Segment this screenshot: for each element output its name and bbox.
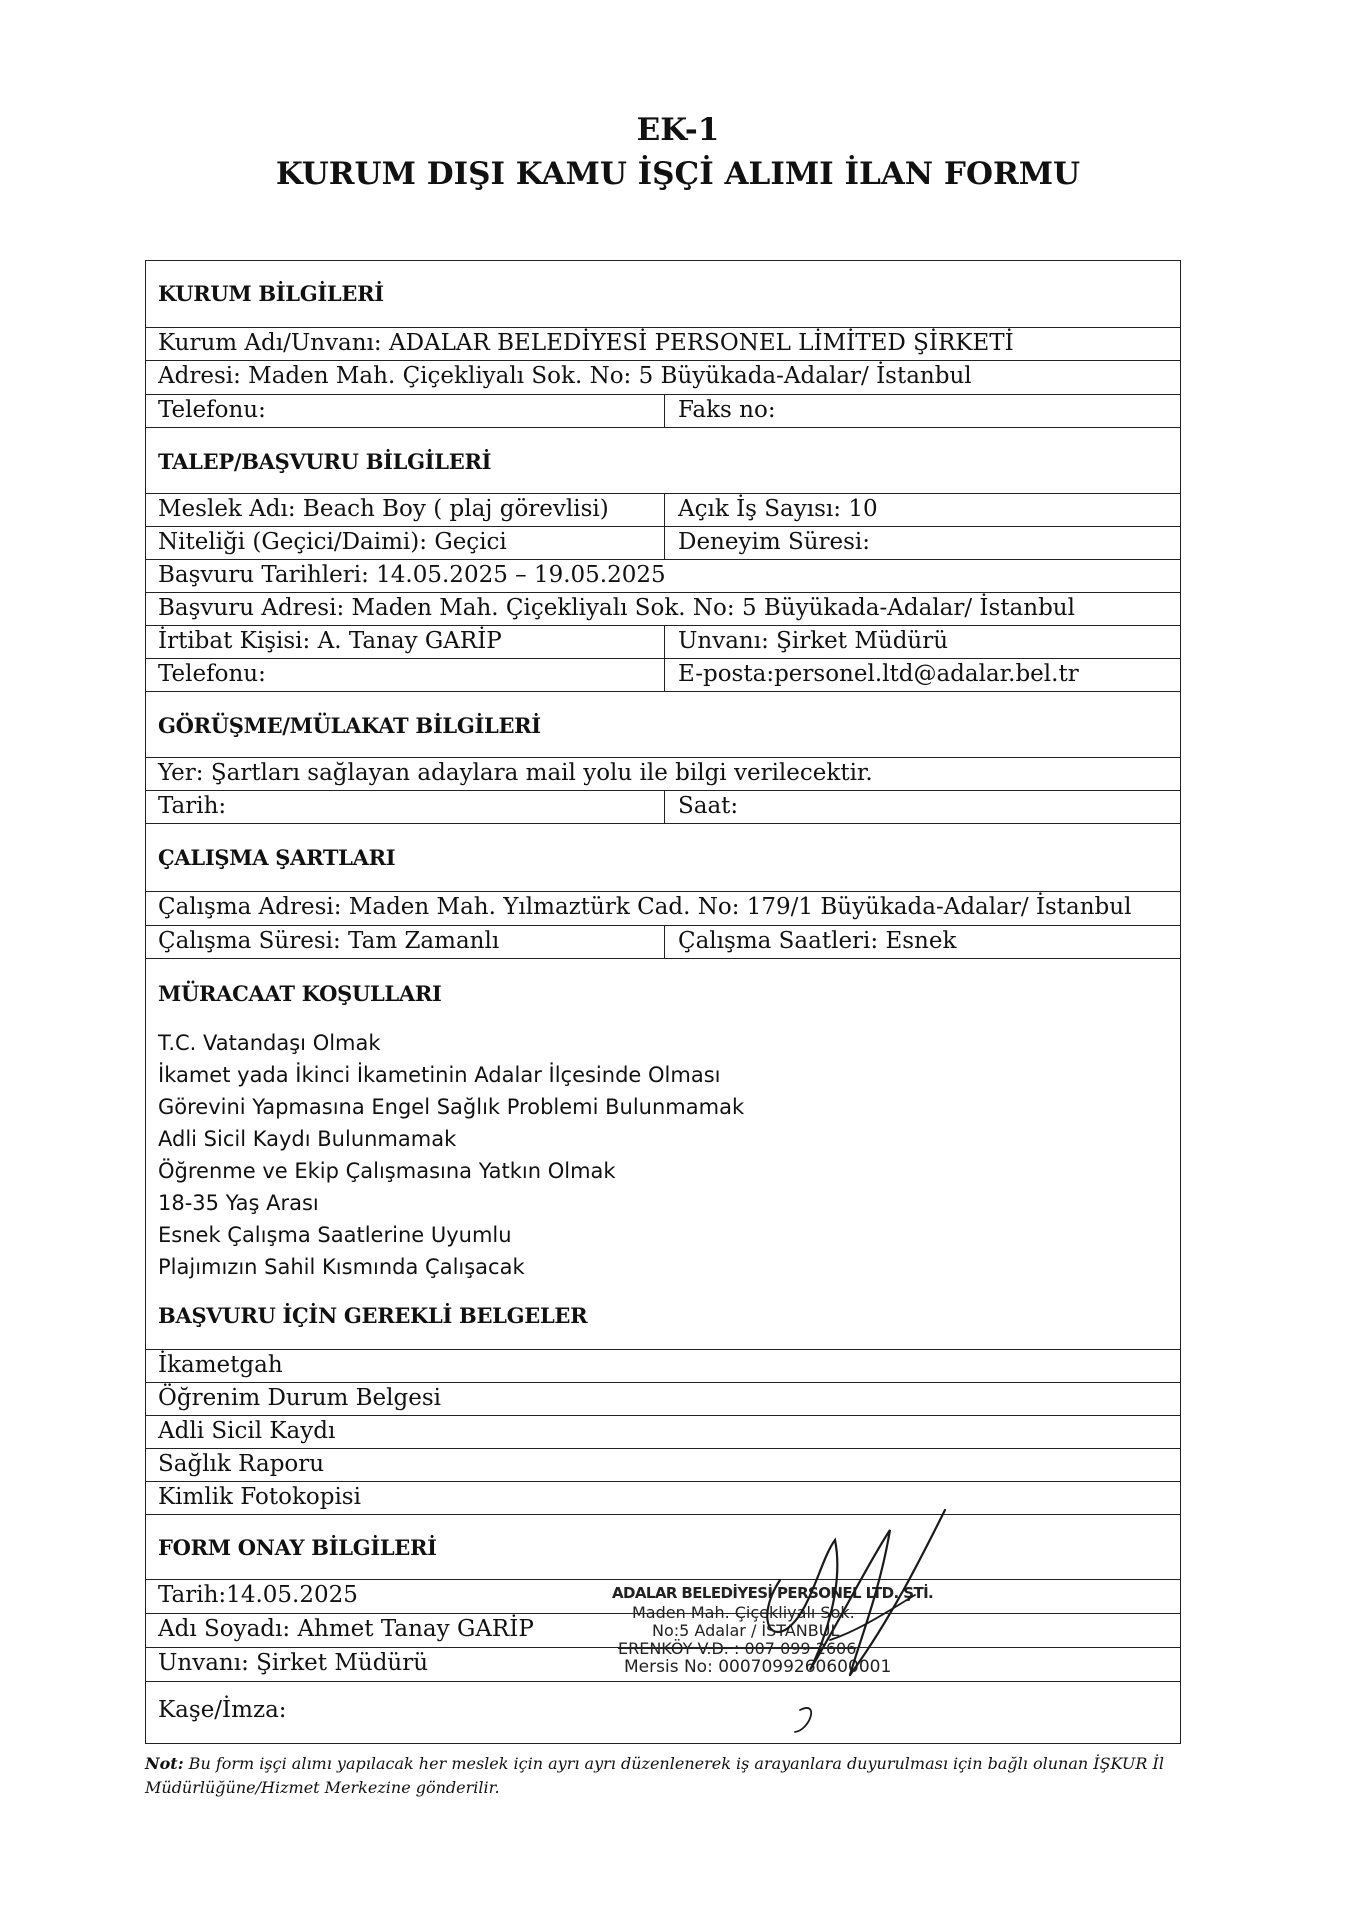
calisma-suresi: Çalışma Süresi: Tam Zamanlı [158, 928, 500, 954]
belge-item: Öğrenim Durum Belgesi [158, 1385, 442, 1411]
onay-unvani: Unvanı: Şirket Müdürü [158, 1650, 429, 1676]
stamp-city: No:5 Adalar / İSTANBUL [652, 1621, 840, 1640]
onay-adi-soyadi: Adı Soyadı: Ahmet Tanay GARİP [158, 1616, 534, 1642]
gorusme-yer: Yer: Şartları sağlayan adaylara mail yolu ile bilgi verilecektir. [158, 760, 873, 786]
kosul-item: Esnek Çalışma Saatlerine Uyumlu [158, 1223, 512, 1247]
basvuru-tarihleri: Başvuru Tarihleri: 14.05.2025 – 19.05.2025 [158, 562, 666, 588]
acik-is-sayisi: Açık İş Sayısı: 10 [678, 496, 878, 522]
footer-note [145, 1752, 1205, 1800]
stamp-tax-office: ERENKÖY V.D. : 007 099 2606 [618, 1639, 857, 1658]
section-heading-muracaat: MÜRACAAT KOŞULLARI [158, 981, 442, 1006]
calisma-saatleri: Çalışma Saatleri: Esnek [678, 928, 957, 954]
calisma-adresi: Çalışma Adresi: Maden Mah. Yılmaztürk Cad. No: 179/1 Büyükada-Adalar/ İstanbul [158, 894, 1132, 920]
section-heading-onay: FORM ONAY BİLGİLERİ [158, 1535, 437, 1560]
belge-item: Adli Sicil Kaydı [158, 1418, 336, 1444]
niteligi: Niteliği (Geçici/Daimi): Geçici [158, 529, 507, 555]
belge-item: Kimlik Fotokopisi [158, 1484, 361, 1510]
stamp-company-name: ADALAR BELEDİYESİ PERSONEL LTD. ŞTİ. [612, 1584, 934, 1602]
kurum-faks: Faks no: [678, 397, 776, 423]
kosul-item: Öğrenme ve Ekip Çalışmasına Yatkın Olmak [158, 1159, 616, 1183]
gorusme-saat: Saat: [678, 793, 739, 819]
irtibat-eposta: E-posta:personel.ltd@adalar.bel.tr [678, 661, 1079, 687]
irtibat-kisisi: İrtibat Kişisi: A. Tanay GARİP [158, 628, 502, 654]
gorusme-tarih: Tarih: [158, 793, 227, 819]
stamp-mersis: Mersis No: 0007099260600001 [624, 1657, 892, 1677]
kosul-item: T.C. Vatandaşı Olmak [158, 1031, 381, 1055]
section-heading-belgeler: BAŞVURU İÇİN GEREKLİ BELGELER [158, 1303, 588, 1328]
section-heading-talep: TALEP/BAŞVURU BİLGİLERİ [158, 449, 492, 474]
section-heading-kurum: KURUM BİLGİLERİ [158, 281, 384, 306]
announcement-form [145, 260, 1181, 1744]
onay-tarih: Tarih:14.05.2025 [158, 1582, 358, 1608]
section-heading-calisma: ÇALIŞMA ŞARTLARI [158, 845, 396, 870]
kosul-item: Adli Sicil Kaydı Bulunmamak [158, 1127, 457, 1151]
kurum-adres: Adresi: Maden Mah. Çiçekliyalı Sok. No: 5 Büyükada-Adalar/ İstanbul [158, 363, 972, 389]
kosul-item: Plajımızın Sahil Kısmında Çalışacak [158, 1255, 525, 1279]
basvuru-adresi: Başvuru Adresi: Maden Mah. Çiçekliyalı Sok. No: 5 Büyükada-Adalar/ İstanbul [158, 595, 1075, 621]
document-title: KURUM DIŞI KAMU İŞÇİ ALIMI İLAN FORMU [275, 156, 1081, 192]
irtibat-telefon: Telefonu: [158, 661, 266, 687]
kurum-telefon: Telefonu: [158, 397, 266, 423]
belge-item: İkametgah [158, 1352, 283, 1378]
kase-imza-label: Kaşe/İmza: [158, 1697, 287, 1723]
deneyim-suresi: Deneyim Süresi: [678, 529, 871, 555]
kosul-item: 18-35 Yaş Arası [158, 1191, 319, 1215]
signature [740, 1500, 970, 1740]
document-code: EK-1 [636, 112, 720, 148]
irtibat-unvani: Unvanı: Şirket Müdürü [678, 628, 949, 654]
kosul-item: Görevini Yapmasına Engel Sağlık Problemi Bulunmamak [158, 1095, 745, 1119]
stamp-address: Maden Mah. Çiçekliyalı Sok. [632, 1603, 855, 1622]
note-text: Bu form işçi alımı yapılacak her meslek için ayrı ayrı düzenlenerek iş arayanlara duyurulması için bağlı olunan İŞKUR İl Müdürlüğüne/Hizmet Merkezine gönderilir. [145, 1754, 1164, 1797]
kosul-item: İkamet yada İkinci İkametinin Adalar İlçesinde Olması [158, 1063, 721, 1087]
belge-item: Sağlık Raporu [158, 1451, 325, 1477]
kurum-adi: Kurum Adı/Unvanı: ADALAR BELEDİYESİ PERSONEL LİMİTED ŞİRKETİ [158, 330, 1014, 356]
section-heading-gorusme: GÖRÜŞME/MÜLAKAT BİLGİLERİ [158, 713, 541, 738]
note-label: Not: [145, 1754, 184, 1773]
meslek-adi: Meslek Adı: Beach Boy ( plaj görevlisi) [158, 496, 609, 522]
